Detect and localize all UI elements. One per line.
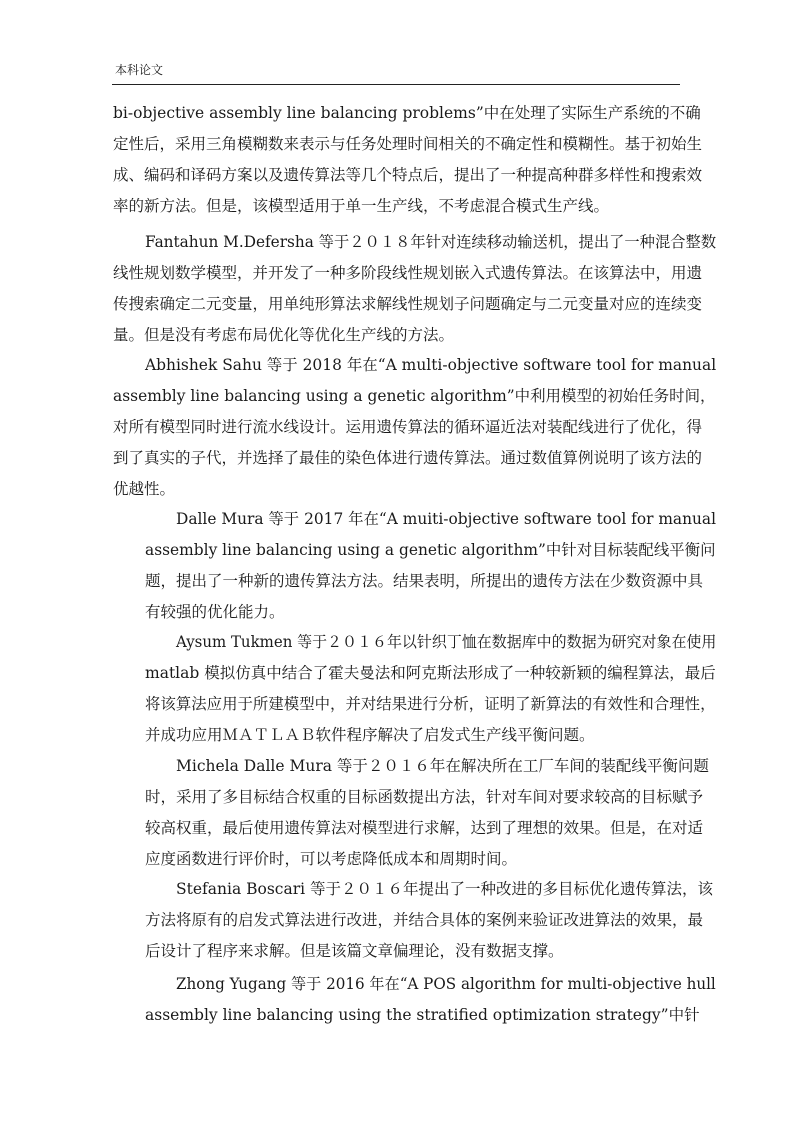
text-line: assembly line balancing using the stratified optimization strategy”中针	[145, 1006, 700, 1024]
text-line: 方法将原有的启发式算法进行改进，并结合具体的案例来验证改进算法的效果，最	[145, 911, 704, 929]
text-line: 并成功应用ＭＡＴＬＡＢ软件程序解决了启发式生产线平衡问题。	[145, 726, 595, 744]
text-line: Dalle Mura 等于 2017 年在“A muiti-objective software tool for manual	[176, 510, 717, 528]
text-line: 将该算法应用于所建模型中，并对结果进行分析，证明了新算法的有效性和合理性，	[145, 695, 716, 713]
text-line: assembly line balancing using a genetic algorithm”中针对目标装配线平衡问	[145, 541, 716, 559]
text-line: 时，采用了多目标结合权重的目标函数提出方法，针对车间对要求较高的目标赋予	[145, 788, 704, 806]
text-line: matlab 模拟仿真中结合了霍夫曼法和阿克斯法形成了一种较新颖的编程算法，最后	[145, 664, 716, 682]
text-line: 较高权重，最后使用遗传算法对模型进行求解，达到了理想的效果。但是，在对适	[145, 819, 704, 837]
text-line: bi-objective assembly line balancing problems”中在处理了实际生产系统的不确	[113, 104, 701, 122]
text-line: Aysum Tukmen 等于２０１６年以针织丁恤在数据库中的数据为研究对象在使用	[176, 633, 717, 651]
page-header-title: 本科论文	[115, 63, 164, 77]
text-line: assembly line balancing using a genetic algorithm”中利用模型的初始任务时间，	[113, 387, 716, 405]
text-line: 优越性。	[113, 480, 176, 498]
text-line: 定性后，采用三角模糊数来表示与任务处理时间相关的不确定性和模糊性。基于初始生	[113, 135, 703, 153]
text-line: Zhong Yugang 等于 2016 年在“A POS algorithm for multi-objective hull	[176, 975, 716, 993]
text-line: 后设计了程序来求解。但是该篇文章偏理论，没有数据支撑。	[145, 942, 564, 960]
text-line: 线性规划数学模型，并开发了一种多阶段线性规划嵌入式遗传算法。在该算法中，用遗	[113, 264, 703, 282]
text-line: Michela Dalle Mura 等于２０１６年在解决所在工厂车间的装配线平衡问题	[176, 757, 709, 775]
text-line: Stefania Boscari 等于２０１６年提出了一种改进的多目标优化遗传算法，该	[176, 880, 713, 898]
text-line: Fantahun M.Defersha 等于２０１８年针对连续移动输送机，提出了一种混合整数	[145, 233, 717, 251]
text-line: 到了真实的子代，并选择了最佳的染色体进行遗传算法。通过数值算例说明了该方法的	[113, 449, 703, 467]
text-line: 有较强的优化能力。	[145, 603, 285, 621]
text-line: 传搜索确定二元变量，用单纯形算法求解线性规划子问题确定与二元变量对应的连续变	[113, 295, 703, 313]
text-line: Abhishek Sahu 等于 2018 年在“A multi-objective software tool for manual	[145, 356, 717, 374]
text-line: 对所有模型同时进行流水线设计。运用遗传算法的循环逼近法对装配线进行了优化，得	[113, 418, 703, 436]
text-line: 量。但是没有考虑布局优化等优化生产线的方法。	[113, 326, 455, 344]
text-line: 率的新方法。但是，该模型适用于单一生产线，不考虑混合模式生产线。	[113, 197, 610, 215]
text-line: 应度函数进行评价时，可以考虑降低成本和周期时间。	[145, 850, 518, 868]
text-line: 题，提出了一种新的遗传算法方法。结果表明，所提出的遗传方法在少数资源中具	[145, 572, 704, 590]
text-line: 成、编码和译码方案以及遗传算法等几个特点后，提出了一种提高种群多样性和搜索效	[113, 166, 703, 184]
header-rule	[112, 84, 680, 85]
